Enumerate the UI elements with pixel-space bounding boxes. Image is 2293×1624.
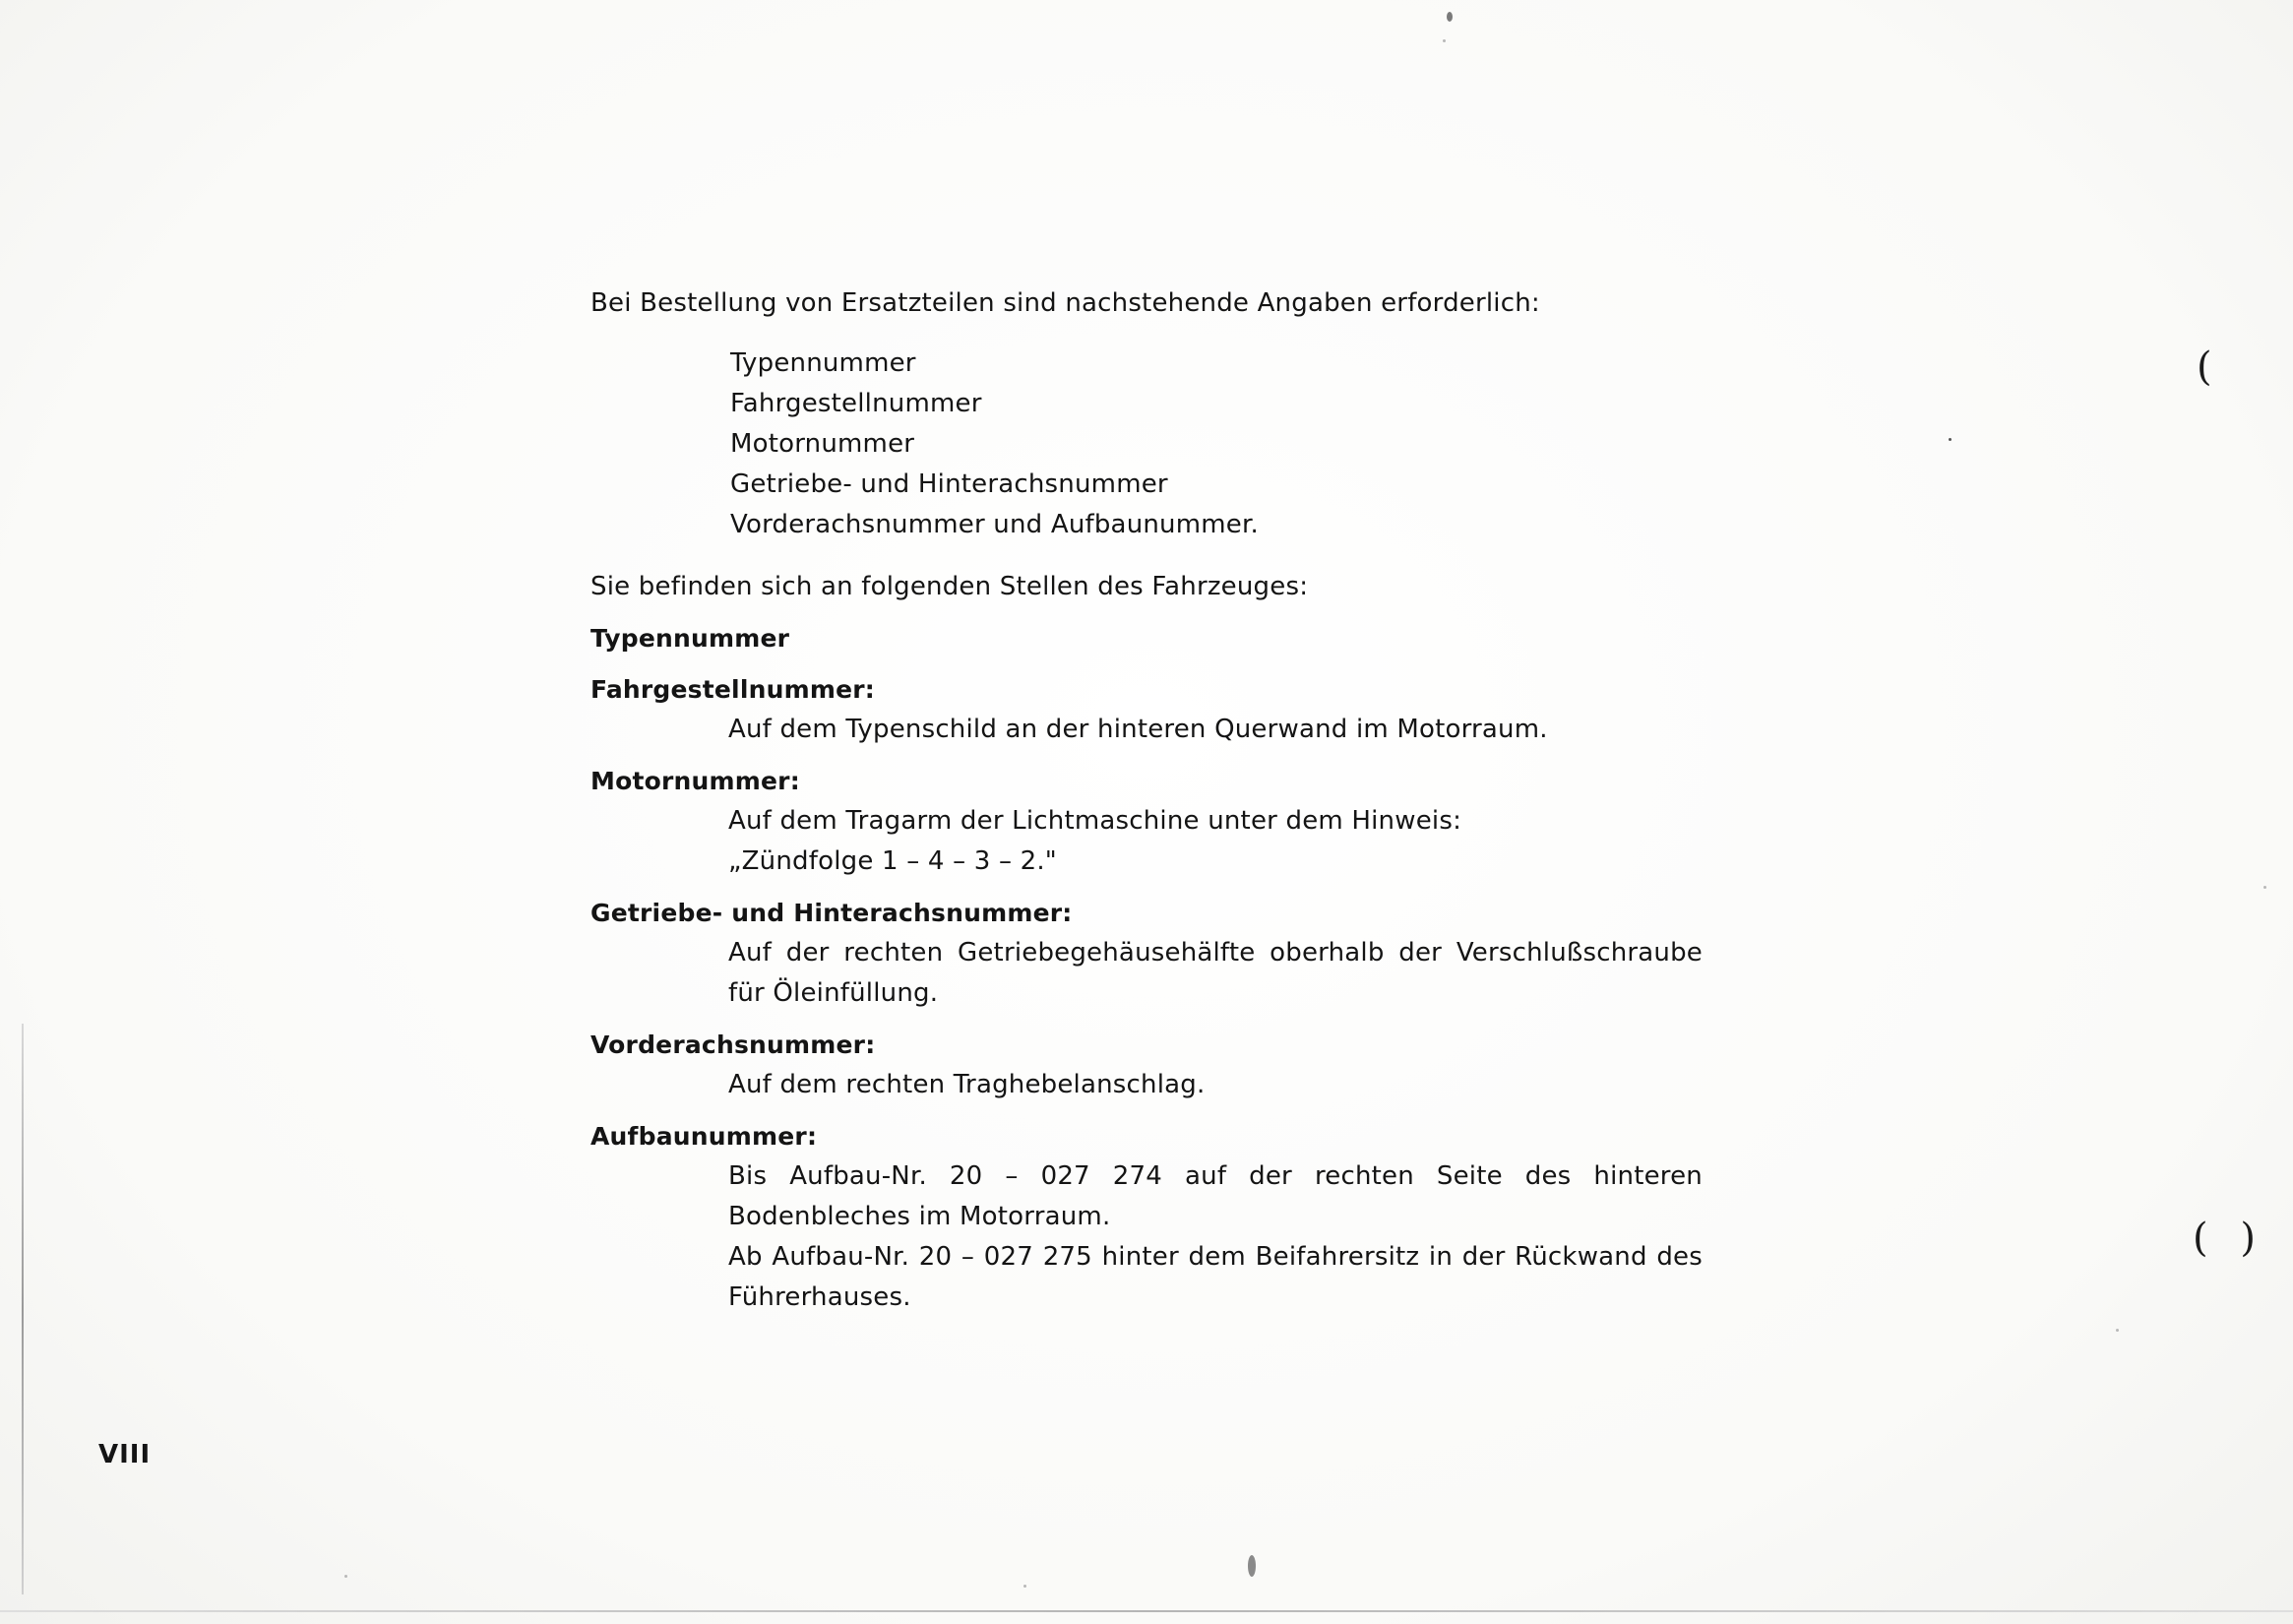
entry-motornummer — [590, 761, 1703, 882]
list-item: Getriebe- und Hinterachsnummer — [730, 469, 1168, 499]
scan-speck — [1023, 1585, 1026, 1588]
entry-title: Getriebe- und Hinterachsnummer: — [590, 899, 1073, 927]
entry-description — [728, 1156, 1703, 1318]
entry-fahrgestellnummer — [590, 669, 1703, 750]
scan-speck — [344, 1575, 347, 1578]
entry-aufbaunummer — [590, 1116, 1703, 1318]
scan-speck — [1248, 1555, 1256, 1577]
entry-line: Auf dem Tragarm der Lichtmaschine unter dem Hinweis: — [728, 806, 1462, 836]
list-item: Fahrgestellnummer — [730, 389, 982, 418]
binding-edge-line — [22, 1024, 24, 1594]
entry-line: Auf dem rechten Traghebelanschlag. — [728, 1070, 1206, 1099]
page-number: VIII — [98, 1440, 152, 1469]
scan-speck — [1949, 438, 1952, 441]
entry-line: „Zündfolge 1 – 4 – 3 – 2." — [728, 846, 1057, 876]
entry-line: Auf der rechten Getriebegehäusehälfte oberhalb der Verschlußschraube für Öleinfüllung. — [728, 938, 1703, 1008]
entry-line: Auf dem Typenschild an der hinteren Querwand im Motorraum. — [728, 715, 1548, 744]
punch-hole-mark-bottom: ( ) — [2193, 1216, 2265, 1261]
entry-getriebe-hinterachsnummer — [590, 893, 1703, 1014]
entry-title: Typennummer — [590, 624, 790, 653]
entry-description — [728, 710, 1703, 750]
required-information-list — [590, 344, 1703, 545]
locations-intro: Sie befinden sich an folgenden Stellen des Fahrzeuges: — [590, 572, 1309, 601]
scan-speck — [1447, 12, 1453, 22]
entry-typennummer — [590, 618, 1703, 658]
entry-description — [728, 1065, 1703, 1105]
list-item: Typennummer — [730, 348, 916, 378]
list-item: Vorderachsnummer und Aufbaunummer. — [730, 510, 1259, 539]
list-item: Motornummer — [730, 429, 915, 459]
bottom-page-edge — [0, 1610, 2293, 1612]
entry-vorderachsnummer — [590, 1025, 1703, 1105]
entry-line: Bis Aufbau-Nr. 20 – 027 274 auf der rechten Seite des hinteren Bodenbleches im Motorraum. — [728, 1161, 1703, 1231]
scan-speck — [2263, 886, 2266, 889]
parts-order-instructions — [590, 283, 1703, 1318]
punch-hole-mark-top: ( — [2197, 344, 2212, 390]
entry-title: Fahrgestellnummer: — [590, 675, 875, 704]
entry-description — [728, 801, 1703, 882]
scan-speck — [2116, 1329, 2119, 1332]
scan-speck — [1443, 39, 1446, 42]
entry-description — [728, 933, 1703, 1014]
entry-title: Aufbaunummer: — [590, 1122, 818, 1151]
entry-title: Motornummer: — [590, 767, 800, 795]
entry-line: Ab Aufbau-Nr. 20 – 027 275 hinter dem Beifahrersitz in der Rückwand des Führerhauses. — [728, 1242, 1703, 1312]
intro-sentence: Bei Bestellung von Ersatzteilen sind nachstehende Angaben erforderlich: — [590, 288, 1540, 318]
entry-title: Vorderachsnummer: — [590, 1031, 876, 1059]
